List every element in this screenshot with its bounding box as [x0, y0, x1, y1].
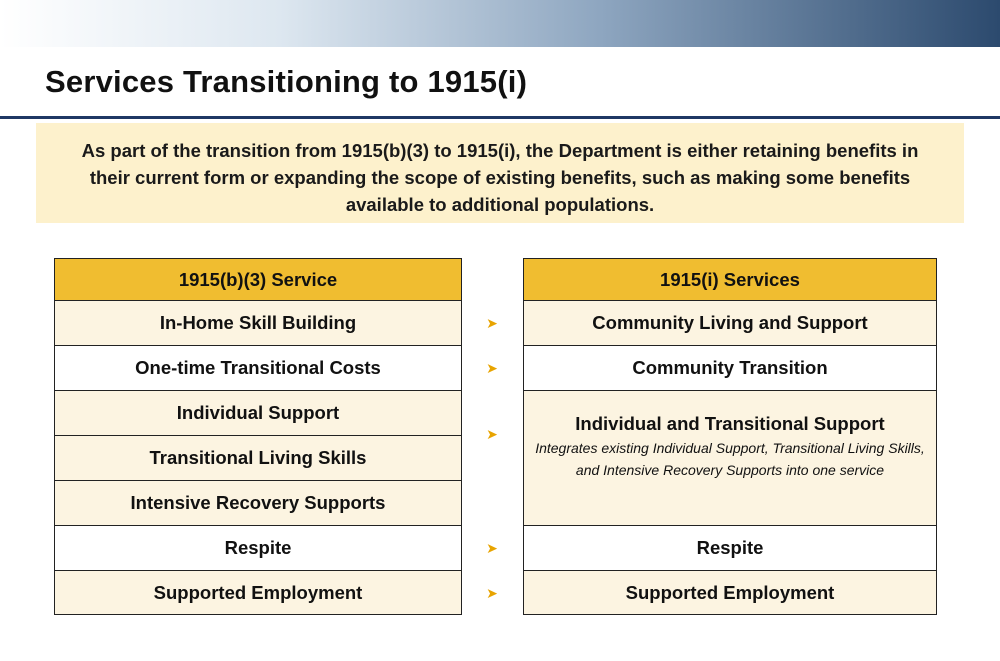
page-title: Services Transitioning to 1915(i) — [45, 64, 528, 99]
left-row-intensive-recovery-supports: Intensive Recovery Supports — [55, 481, 461, 526]
right-row-note: Integrates existing Individual Support, Transitional Living Skills, and Intensive Recovery Supports into one service — [535, 440, 925, 478]
top-banner — [0, 0, 1000, 47]
right-row-individual-and-transitional-support — [524, 391, 936, 526]
arrow-right-icon: ➤ — [486, 426, 498, 442]
right-row-community-transition: Community Transition — [524, 346, 936, 391]
left-row-one-time-transitional-costs: One-time Transitional Costs — [55, 346, 461, 391]
left-row-supported-employment: Supported Employment — [55, 571, 461, 614]
arrow-right-icon: ➤ — [486, 315, 498, 331]
arrow-right-icon: ➤ — [486, 360, 498, 376]
left-table-header: 1915(b)(3) Service — [55, 259, 461, 301]
left-row-respite: Respite — [55, 526, 461, 571]
arrow-right-icon: ➤ — [486, 585, 498, 601]
title-divider — [0, 116, 1000, 119]
left-row-transitional-living-skills: Transitional Living Skills — [55, 436, 461, 481]
left-row-individual-support: Individual Support — [55, 391, 461, 436]
right-row-supported-employment: Supported Employment — [524, 571, 936, 614]
intro-text: As part of the transition from 1915(b)(3) to 1915(i), the Department is either retaining benefits in their current form or expanding the scope of existing benefits, such as making some benefits available to additional populations. — [81, 139, 919, 215]
left-row-in-home-skill-building: In-Home Skill Building — [55, 301, 461, 346]
intro-callout — [36, 123, 964, 223]
left-service-table — [54, 258, 462, 615]
right-row-community-living-and-support: Community Living and Support — [524, 301, 936, 346]
arrow-right-icon: ➤ — [486, 540, 498, 556]
right-table-header: 1915(i) Services — [524, 259, 936, 301]
right-row-label: Individual and Transitional Support — [575, 413, 885, 434]
right-service-table — [523, 258, 937, 615]
right-row-respite: Respite — [524, 526, 936, 571]
